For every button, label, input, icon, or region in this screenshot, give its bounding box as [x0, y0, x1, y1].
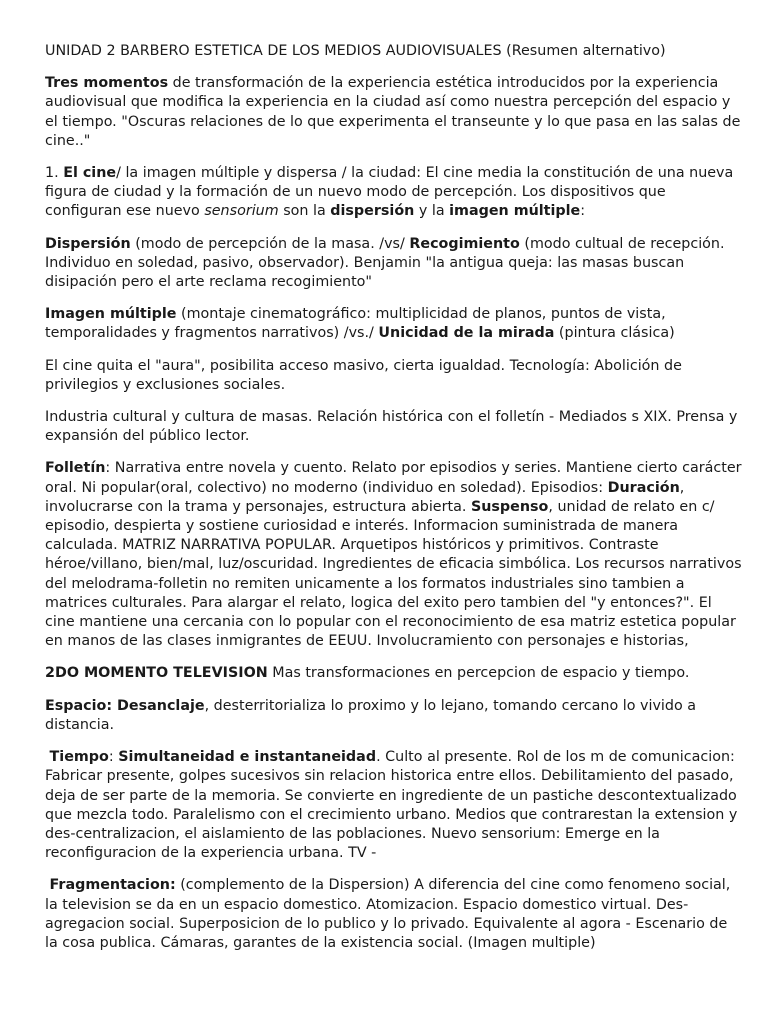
term-dispersion: Dispersión [45, 235, 131, 252]
text: (complemento de la Dispersion) A diferencia del cine como fenomeno social, la television se da en un espacio domestico. Atomizacion. Espacio domestico virtual. Des-agregacion social. Superposicion de lo publico y lo privado. Equivalente al agora - Escenario de la cosa publica. Cámaras, garantes de la existencia social. (Imagen multiple) [45, 877, 731, 951]
paragraph-aura [45, 357, 744, 395]
text: El cine quita el "aura", posibilita acceso masivo, cierta igualdad. Tecnología: Abolición de privilegios y exclusiones sociales. [45, 357, 682, 393]
paragraph-folletin [45, 459, 744, 651]
paragraph-imagen-multiple [45, 305, 744, 343]
document-title [45, 42, 744, 61]
term-el-cine: El cine [63, 165, 117, 182]
text: . Culto al presente. Rol de los m de comunicacion: Fabricar presente, golpes sucesivos sin relacion historica entre ellos. Debilitamiento del pasado, deja de ser parte de la memoria. Se convierte en ingrediente de un pastiche descontextualizado que mezcla todo. Paralelismo con el crecimiento urbano. Medios que contrarestan la extension y des-centralizacion, el aislamiento de las poblaciones. Nuevo sensorium: Emerge en la reconfiguracion de la experiencia urbana. TV - [45, 749, 738, 862]
term-tres-momentos: Tres momentos [45, 75, 169, 92]
paragraph-dispersion [45, 235, 744, 293]
paragraph-fragmentacion [45, 876, 744, 953]
paragraph-tiempo [45, 748, 744, 863]
text: y la [414, 203, 450, 220]
term-dispersion: dispersión [330, 203, 415, 220]
text: : Narrativa entre novela y cuento. Relato por episodios y series. Mantiene cierto carácter oral. Ni popular(oral, colectivo) no moderno (individuo en soledad). Episodios: [45, 460, 742, 496]
term-2do-momento: 2DO MOMENTO TELEVISION [45, 665, 268, 682]
term-simultaneidad: Simultaneidad e instantaneidad [118, 749, 377, 766]
text: / la imagen múltiple y dispersa / la ciudad: El cine media la constitución de una nueva figura de ciudad y la formación de un nuevo modo de percepción. Los dispositivos que configuran ese nuevo [45, 165, 734, 220]
text: , unidad de relato en c/ episodio, despierta y sostiene curiosidad e interés. Informacion suministrada de manera calculada. MATRIZ NARRATIVA POPULAR. Arquetipos históricos y primitivos. Contraste héroe/villano, bien/mal, luz/oscuridad. Ingredientes de eficacia simbólica. Los recursos narrativos del melodrama-folletin no remiten unicamente a los formatos industriales sino tambien a matrices culturales. Para alargar el relato, logica del exito pero tambien del "y entonces?". El cine mantiene una cercania con lo popular con el reconocimiento de esa matriz estetica popular en manos de las clases inmigrantes de EEUU. Involucramiento con personajes e historias, [45, 498, 742, 650]
term-imagen-multiple: imagen múltiple [449, 203, 581, 220]
term-sensorium: sensorium [204, 203, 279, 220]
term-imagen-multiple: Imagen múltiple [45, 306, 177, 323]
text: (modo cultual de recepción. Individuo en soledad, pasivo, observador). Benjamin "la antigua queja: las masas buscan disipación pero el arte reclama recogimiento" [45, 235, 725, 291]
term-recogimiento: Recogimiento [409, 235, 520, 252]
text: 1. [45, 165, 64, 182]
paragraph-espacio [45, 697, 744, 735]
title-subtitle: (Resumen alternativo) [501, 43, 666, 59]
term-fragmentacion: Fragmentacion: [49, 877, 176, 894]
term-espacio-desanclaje: Espacio: Desanclaje [45, 697, 205, 714]
paragraph-intro [45, 74, 744, 151]
text: Industria cultural y cultura de masas. Relación histórica con el folletín - Mediados s XIX. Prensa y expansión del público lector. [45, 409, 738, 445]
paragraph-industria-cultural [45, 408, 744, 446]
text: : [108, 749, 119, 766]
paragraph-cine [45, 164, 744, 222]
text: : [580, 203, 586, 220]
term-suspenso: Suspenso [470, 498, 549, 515]
term-tiempo: Tiempo [49, 749, 109, 766]
term-duracion: Duración [607, 479, 680, 496]
paragraph-television [45, 664, 744, 683]
text: de transformación de la experiencia estética introducidos por la experiencia audiovisual que modifica la experiencia en la ciudad así como nuestra percepción del espacio y el tiempo. "Oscuras relaciones de lo que experimenta el transeunte y lo que pasa en las salas de cine.." [45, 75, 741, 149]
text: , involucrarse con la trama y personajes, estructura abierta. [45, 479, 685, 515]
text: Mas transformaciones en percepcion de espacio y tiempo. [267, 665, 690, 682]
text: , desterritorializa lo proximo y lo lejano, tomando cercano lo vivido a distancia. [45, 697, 697, 733]
term-unicidad: Unicidad de la mirada [378, 325, 555, 342]
text: (modo de percepción de la masa. /vs/ [130, 235, 410, 252]
text: (pintura clásica) [554, 325, 675, 342]
title-text: UNIDAD 2 BARBERO ESTETICA DE LOS MEDIOS AUDIOVISUALES [45, 43, 502, 59]
text: (montaje cinematográfico: multiplicidad de planos, puntos de vista, temporalidades y fragmentos narrativos) /vs./ [45, 306, 666, 342]
text: son la [278, 203, 331, 220]
term-folletin: Folletín [45, 460, 106, 477]
